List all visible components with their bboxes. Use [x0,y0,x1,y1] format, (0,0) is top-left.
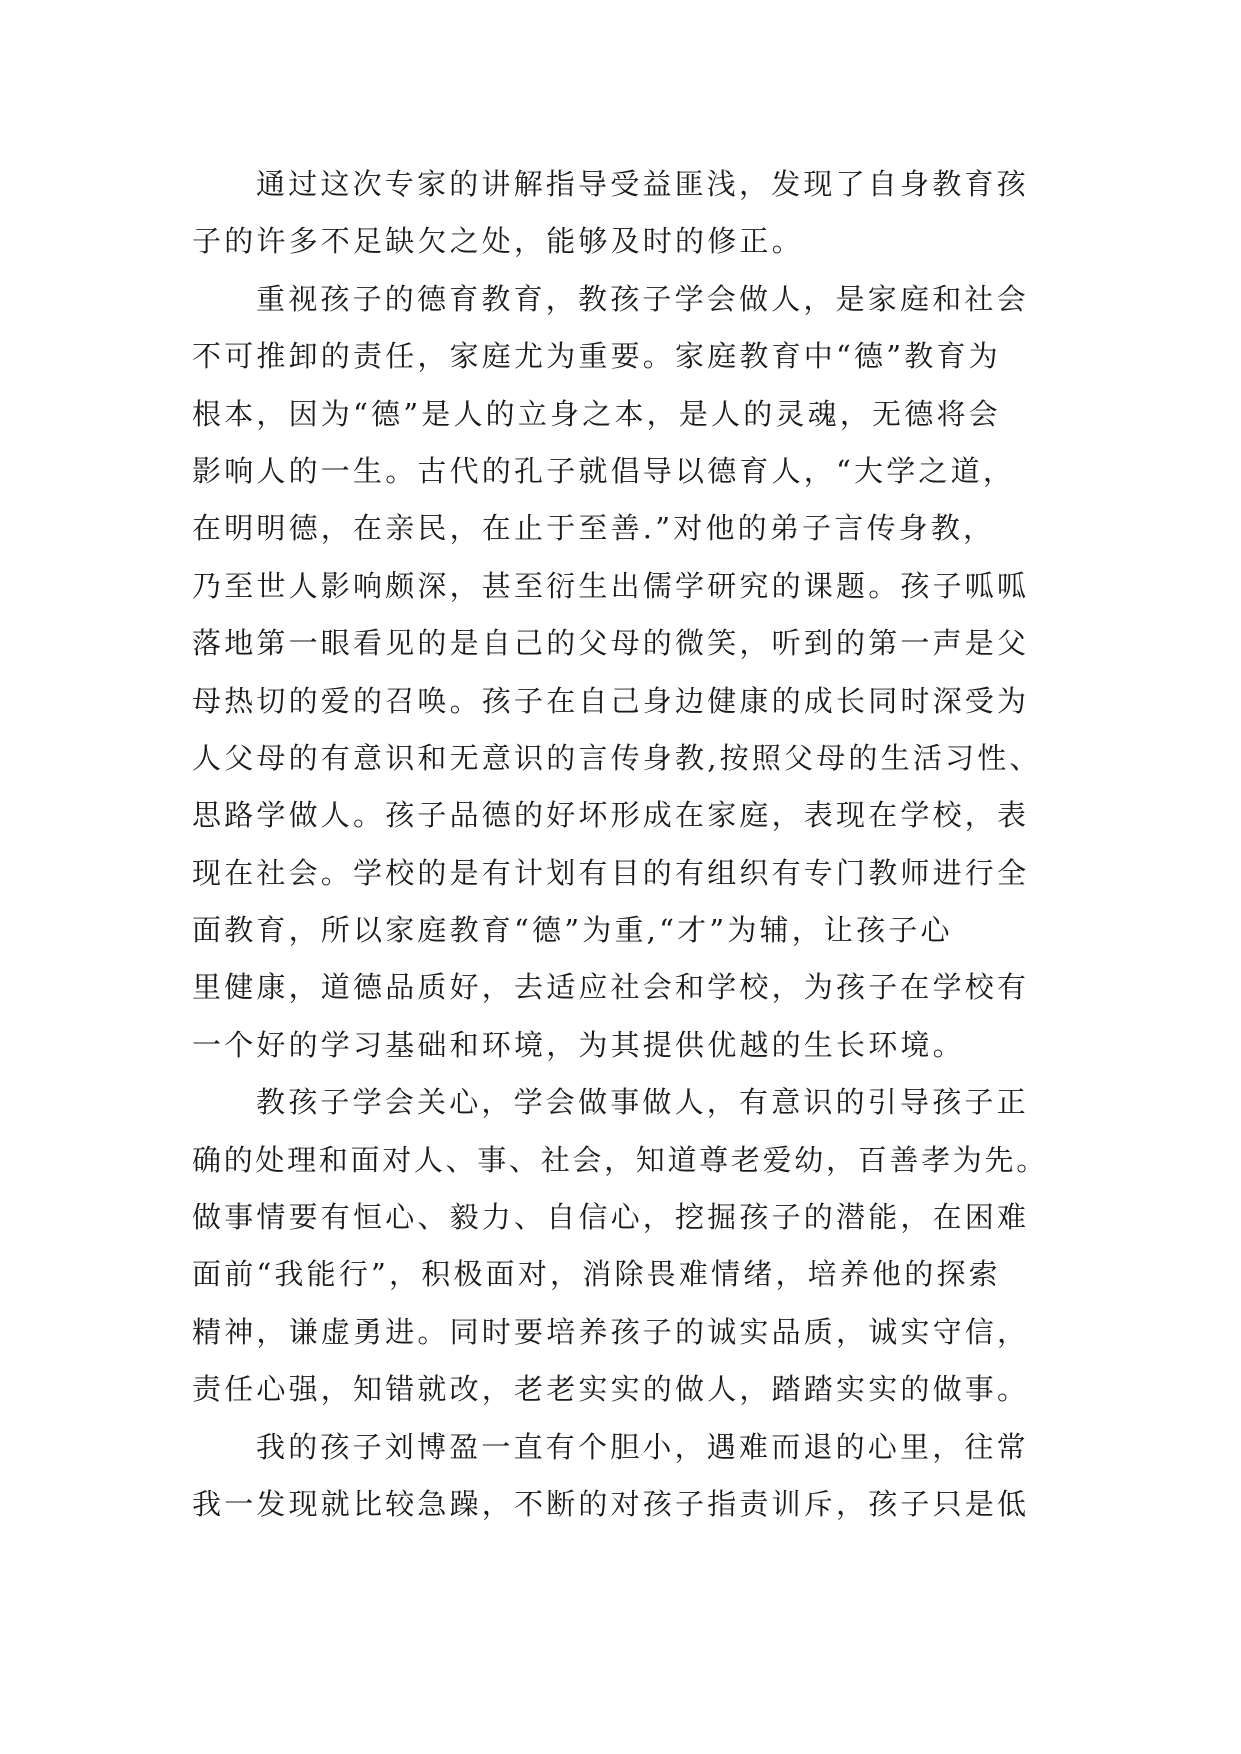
text-line: 母热切的爱的召唤。孩子在自己身边健康的成长同时深受为 [192,683,1030,718]
text-line: 影响人的一生。古代的孔子就倡导以德育人，“大学之道， [192,453,1016,488]
text-line: 面教育，所以家庭教育“德”为重,“才”为辅，让孩子心 [192,913,953,948]
text-line: 子的许多不足缺欠之处，能够及时的修正。 [192,224,804,259]
text-line: 做事情要有恒心、毅力、自信心，挖掘孩子的潜能，在困难 [192,1200,1030,1235]
text-line: 一个好的学习基础和环境，为其提供优越的生长环境。 [192,1027,965,1062]
text-line: 重视孩子的德育教育，教孩子学会做人，是家庭和社会 [256,281,1029,316]
body-text [192,156,1054,1533]
text-line: 落地第一眼看见的是自己的父母的微笑，听到的第一声是父 [192,626,1030,661]
text-line: 根本，因为“德”是人的立身之本，是人的灵魂，无德将会 [192,396,1001,431]
text-line: 人父母的有意识和无意识的言传身教,按照父母的生活习性、 [192,740,1042,775]
text-line: 通过这次专家的讲解指导受益匪浅，发现了自身教育孩 [256,167,1029,201]
text-line: 精神，谦虚勇进。同时要培养孩子的诚实品质，诚实守信， [192,1314,1030,1349]
text-line: 现在社会。学校的是有计划有目的有组织有专门教师进行全 [192,855,1030,890]
text-line: 确的处理和面对人、事、社会，知道尊老爱幼，百善孝为先。 [192,1142,1048,1177]
text-line: 责任心强，知错就改，老老实实的做人，踏踏实实的做事。 [192,1372,1030,1407]
text-line: 教孩子学会关心，学会做事做人，有意识的引导孩子正 [256,1085,1029,1120]
text-line: 里健康，道德品质好，去适应社会和学校，为孩子在学校有 [192,970,1030,1005]
text-line: 我的孩子刘博盈一直有个胆小，遇难而退的心里，往常 [256,1429,1029,1464]
text-line: 面前“我能行”，积极面对，消除畏难情绪，培养他的探索 [192,1257,1001,1292]
text-line: 思路学做人。孩子品德的好坏形成在家庭，表现在学校，表 [192,798,1030,833]
text-line: 我一发现就比较急躁，不断的对孩子指责训斥，孩子只是低 [192,1486,1030,1521]
text-line: 不可推卸的责任，家庭尤为重要。家庭教育中“德”教育为 [192,339,1001,374]
text-line: 在明明德，在亲民，在止于至善.”对他的弟子言传身教， [192,511,996,546]
text-line: 乃至世人影响颇深，甚至衍生出儒学研究的课题。孩子呱呱 [192,568,1030,603]
